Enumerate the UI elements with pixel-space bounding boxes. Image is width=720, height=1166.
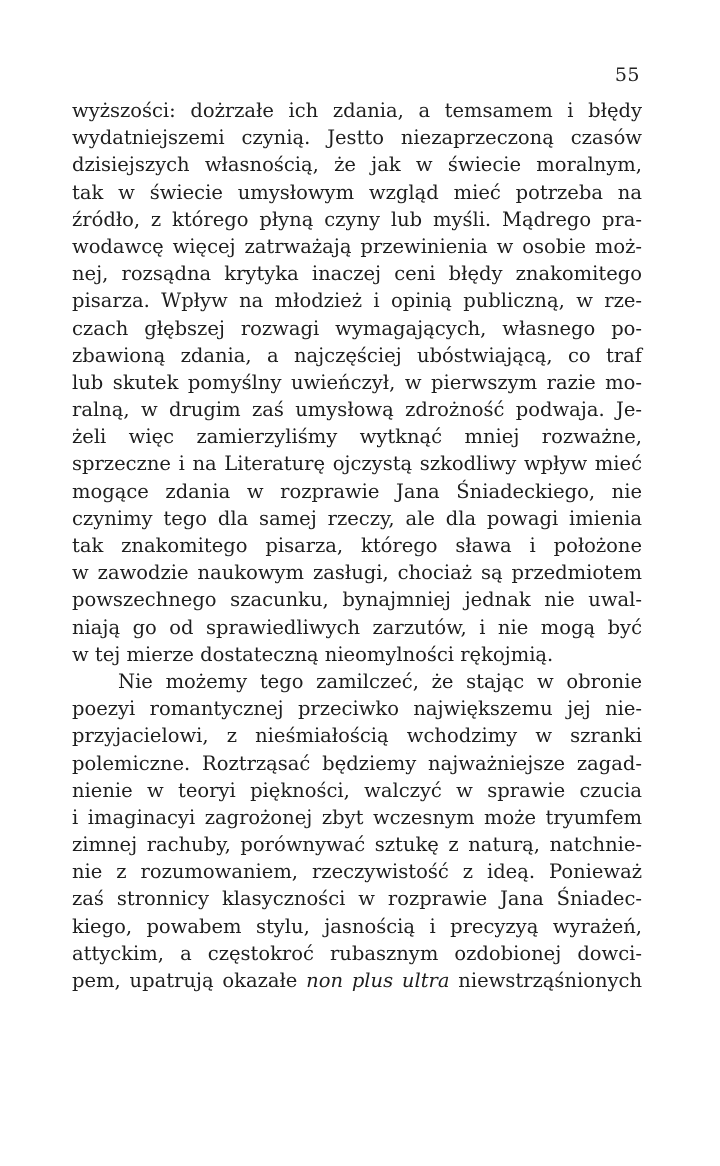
text-line: wodawcę więcej zatrważają przewinienia w osobie moż-: [72, 234, 642, 258]
text-line: w zawodzie naukowym zasługi, chociaż są przedmiotem: [72, 561, 642, 585]
text-line: w tej mierze dostateczną nieomylności rękojmią.: [72, 642, 554, 666]
paragraph-1: [72, 97, 642, 668]
text-line: przyjacielowi, z nieśmiałością wchodzimy w szranki: [72, 724, 642, 748]
text-line: powszechnego szacunku, bynajmniej jednak nie uwal-: [72, 588, 642, 612]
text-line: wyższości: dożrzałe ich zdania, a temsamem i błędy: [72, 99, 642, 122]
text-fragment: niewstrząśnionych: [449, 969, 642, 992]
text-line: sprzeczne i na Literaturę ojczystą szkodliwy wpływ mieć: [72, 452, 642, 476]
text-line: wydatniejszemi czynią. Jestto niezaprzeczoną czasów: [72, 126, 642, 150]
paragraph-2: [72, 668, 642, 994]
text-line: zbawioną zdania, a najczęściej ubóstwiającą, co traf: [72, 343, 642, 367]
text-line: czach głębszej rozwagi wymagających, własnego po-: [72, 316, 642, 340]
text-line: czynimy tego dla samej rzeczy, ale dla powagi imienia: [72, 506, 642, 530]
text-line: tak w świecie umysłowym wzgląd mieć potrzeba na: [72, 180, 642, 204]
text-line: lub skutek pomyślny uwieńczył, w pierwszym razie mo-: [72, 370, 642, 394]
text-line: nie z rozumowaniem, rzeczywistość z ideą. Ponieważ: [72, 860, 642, 884]
text-line: mogące zdania w rozprawie Jana Śniadeckiego, nie: [72, 479, 642, 503]
body-text: [72, 97, 642, 994]
text-line: tak znakomitego pisarza, którego sława i położone: [72, 534, 642, 557]
text-line: poezyi romantycznej przeciwko największemu jej nie-: [72, 697, 642, 721]
text-line: niają go od sprawiedliwych zarzutów, i nie mogą być: [72, 615, 642, 639]
text-line-final: [72, 967, 642, 994]
italic-phrase: non plus ultra: [306, 969, 450, 992]
text-line: dzisiejszych własnością, że jak w świecie moralnym,: [72, 153, 642, 177]
text-line: żeli więc zamierzyliśmy wytknąć mniej rozważne,: [72, 425, 642, 449]
text-line: zimnej rachuby, porównywać sztukę z naturą, natchnie-: [72, 833, 642, 857]
text-line: zaś stronnicy klasyczności w rozprawie Jana Śniadec-: [72, 887, 642, 911]
text-line: ralną, w drugim zaś umysłową zdrożność podwaja. Je-: [72, 398, 642, 422]
text-line: i imaginacyi zagrożonej zbyt wczesnym może tryumfem: [72, 805, 642, 829]
text-line: attyckim, a częstokroć rubasznym ozdobionej dowci-: [72, 941, 642, 965]
text-line: kiego, powabem stylu, jasnością i precyzyą wyrażeń,: [72, 914, 642, 938]
text-fragment: pem, upatrują okazałe: [72, 969, 307, 992]
text-line: źródło, z którego płyną czyny lub myśli. Mądrego pra-: [72, 207, 642, 231]
text-line: pisarza. Wpływ na młodzież i opinią publiczną, w rze-: [72, 289, 642, 313]
page-number: 55: [614, 64, 640, 86]
text-line: nienie w teoryi piękności, walczyć w sprawie czucia: [72, 778, 642, 802]
text-line: polemiczne. Roztrząsać będziemy najważniejsze zagad-: [72, 751, 642, 775]
text-line: nej, rozsądna krytyka inaczej ceni błędy znakomitego: [72, 262, 642, 286]
text-line: Nie możemy tego zamilczeć, że stając w obronie: [118, 669, 642, 693]
